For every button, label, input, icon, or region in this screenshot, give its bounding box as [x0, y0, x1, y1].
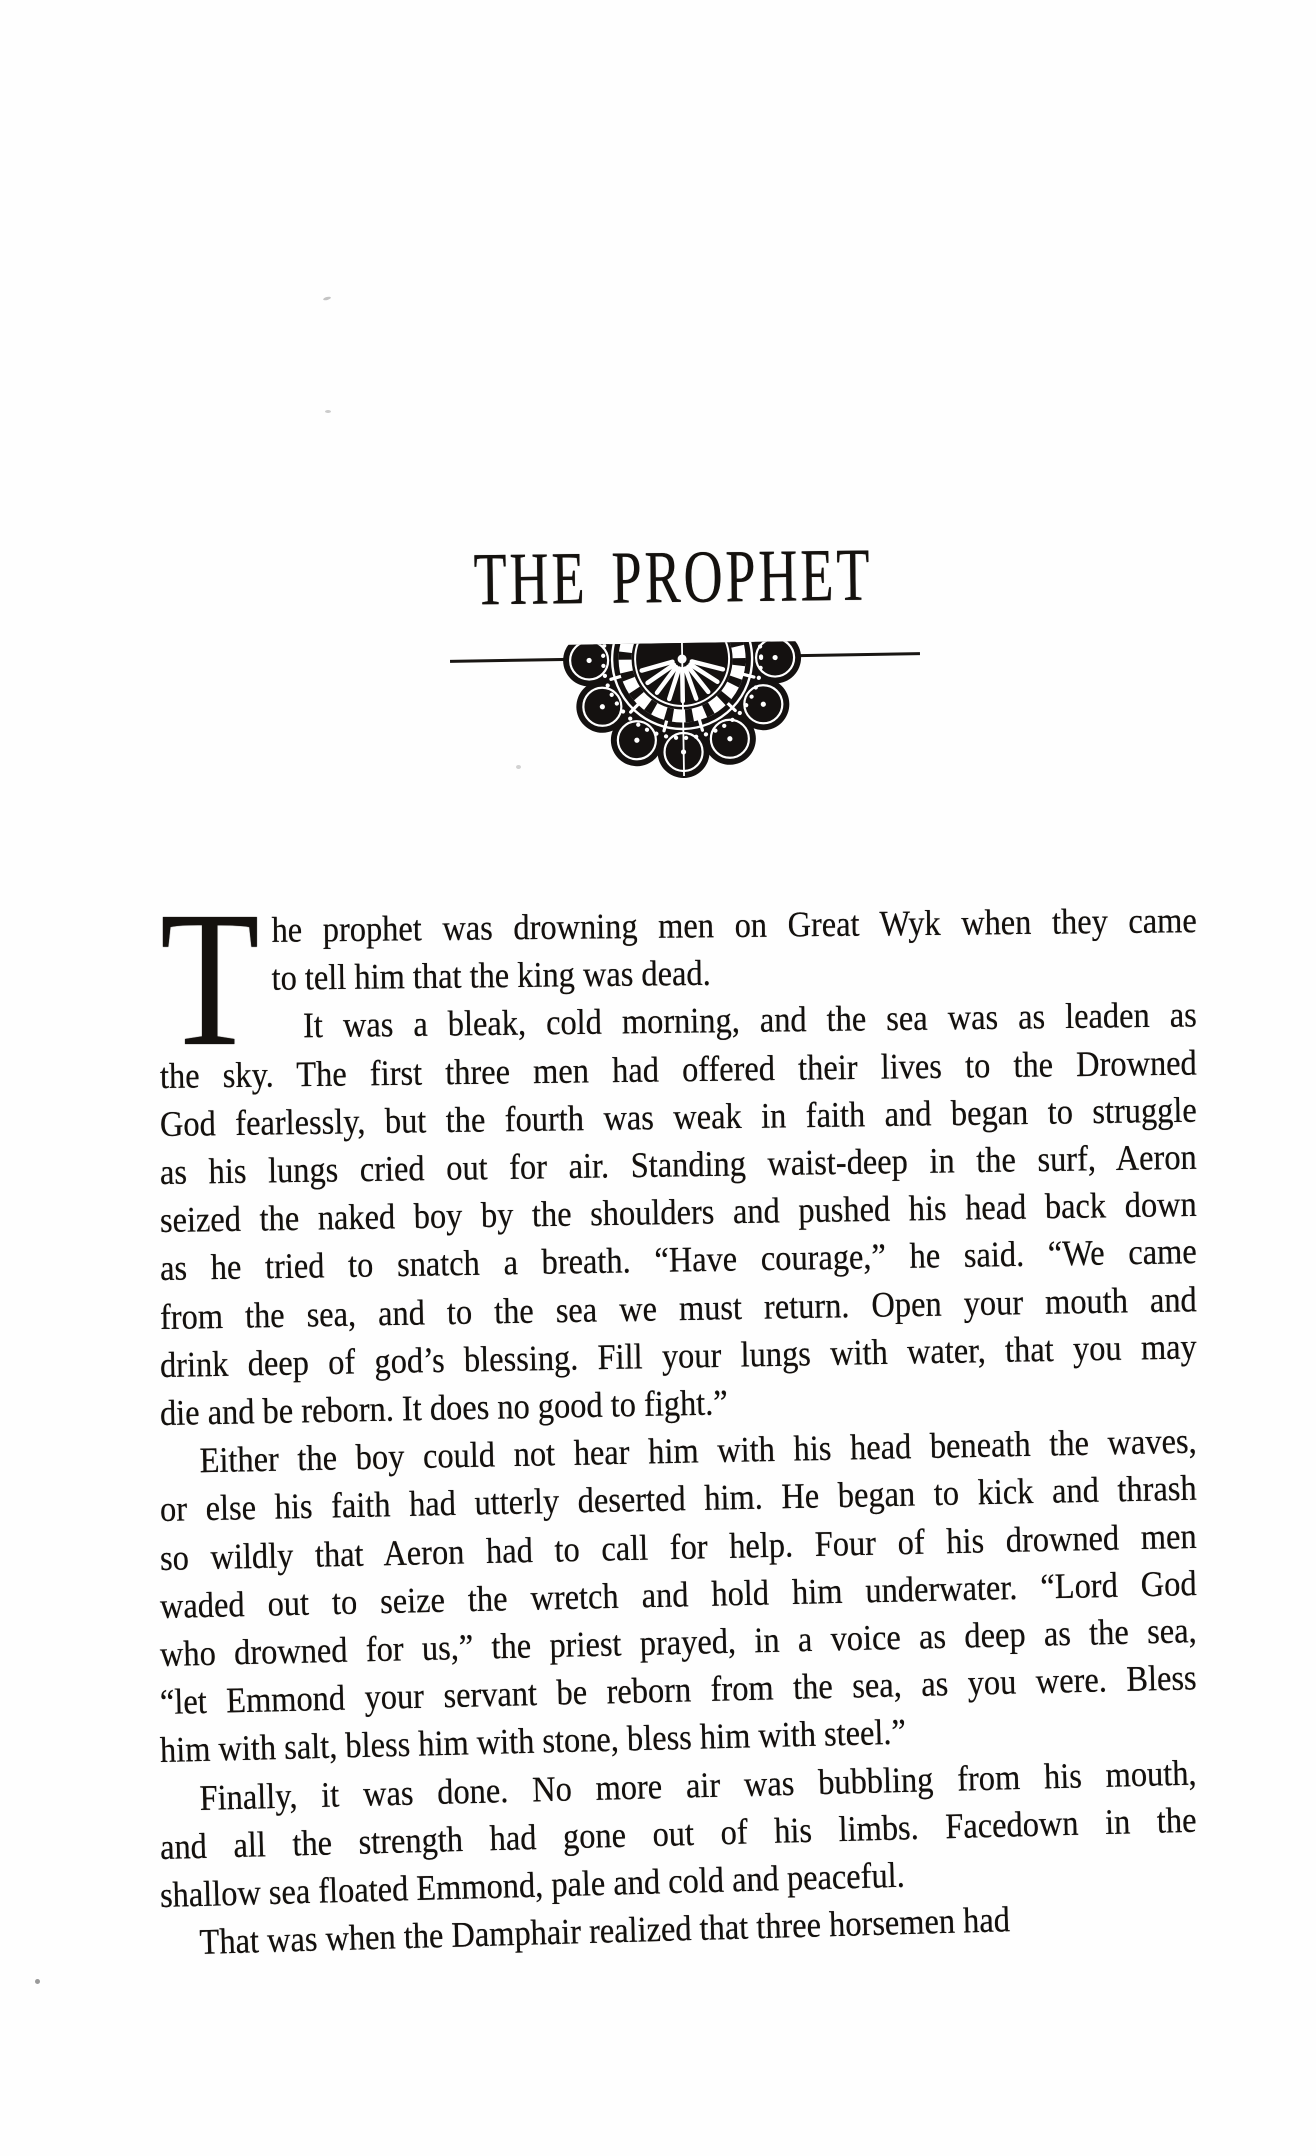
body-line: from the sea, and to the sea we must return. Open your mouth and: [159, 1278, 1197, 1337]
body-line: to tell him that the king was dead.: [271, 952, 711, 998]
body-line: the sky. The first three men had offered their lives to the Drowned: [159, 1042, 1197, 1096]
body-line: God fearlessly, but the fourth was weak in faith and began to struggle: [159, 1089, 1197, 1144]
body-line: so wildly that Aeron had to call for help. Four of his drowned men: [159, 1515, 1197, 1578]
page-speck: [35, 1979, 40, 1984]
body-line: That was when the Damphair realized that three horsemen had: [199, 1899, 1011, 1963]
body-line: seized the naked boy by the shoulders and pushed his head back down: [159, 1184, 1197, 1241]
body-line: drink deep of god’s blessing. Fill your lungs with water, that you may: [159, 1326, 1197, 1385]
body-line: as he tried to snatch a breath. “Have courage,” he said. “We came: [159, 1231, 1197, 1289]
body-line: waded out to seize the wretch and hold him underwater. “Lord God: [159, 1562, 1197, 1626]
drop-cap: T: [160, 871, 260, 1086]
body-line: he prophet was drowning men on Great Wyk when they came: [271, 900, 1197, 950]
body-line: It was a bleak, cold morning, and the sea was as leaden as: [302, 994, 1197, 1046]
chapter-title: THE PROPHET: [473, 533, 873, 622]
chapter-ornament-icon: [562, 639, 804, 793]
body-line: and all the strength had gone out of his limbs. Facedown in the: [159, 1799, 1197, 1867]
body-line: “let Emmond your servant be reborn from the sea, as you were. Bless: [159, 1657, 1197, 1723]
body-line: die and be reborn. It does no good to fight.”: [159, 1382, 729, 1433]
body-line: as his lungs cried out for air. Standing waist-deep in the surf, Aeron: [159, 1136, 1197, 1192]
body-line: Finally, it was done. No more air was bubbling from his mouth,: [199, 1752, 1197, 1818]
body-line: who drowned for us,” the priest prayed, in a voice as deep as the sea,: [159, 1610, 1197, 1674]
body-line: shallow sea floated Emmond, pale and cold and peaceful.: [159, 1854, 906, 1915]
body-line: Either the boy could not hear him with his head beneath the waves,: [199, 1420, 1197, 1481]
page-speck: [325, 410, 331, 413]
page-speck: [323, 296, 332, 301]
page-speck: [516, 765, 521, 769]
body-line: or else his faith had utterly deserted him. He began to kick and thrash: [159, 1468, 1197, 1530]
body-line: him with salt, bless him with stone, bless him with steel.”: [159, 1711, 907, 1771]
